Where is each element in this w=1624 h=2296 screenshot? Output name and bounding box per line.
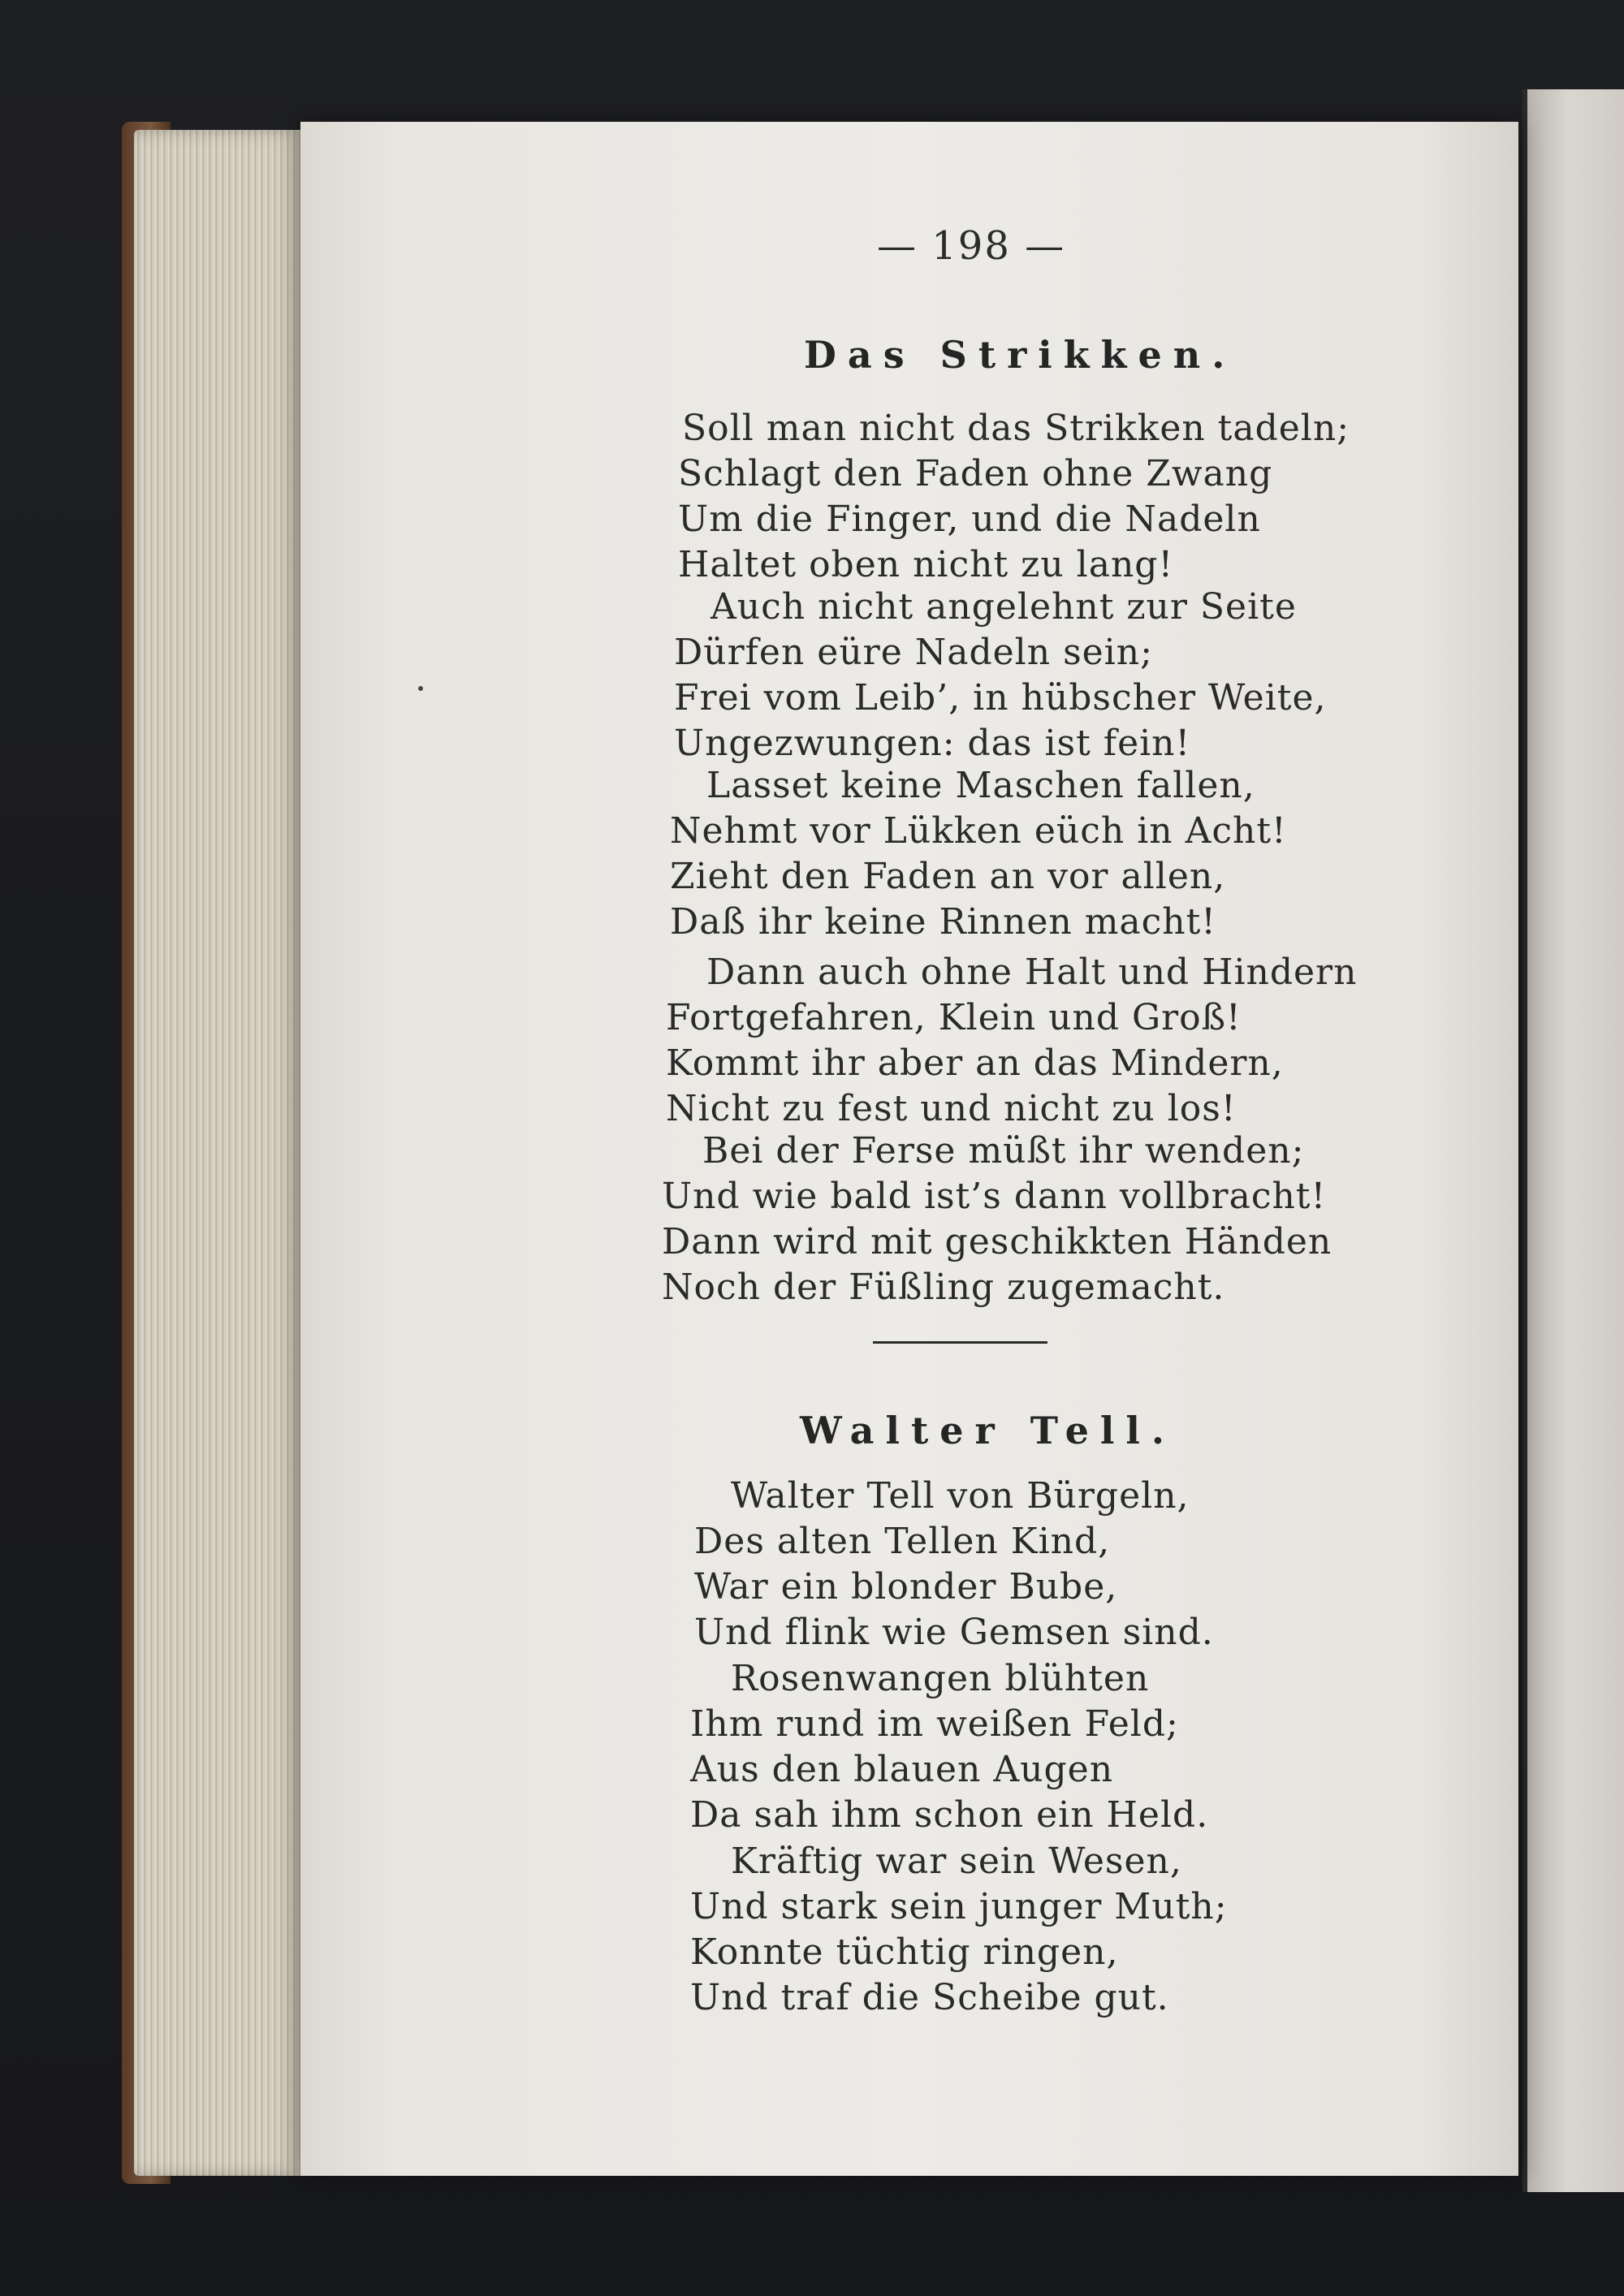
- section-divider: [873, 1341, 1047, 1344]
- verse-line: Zieht den Faden an vor allen,: [670, 856, 1226, 897]
- verse-line: Und traf die Scheibe gut.: [690, 1977, 1169, 2018]
- page-block-edges: [134, 130, 304, 2176]
- verse-line: Um die Finger, und die Nadeln: [678, 498, 1261, 540]
- verse-line: Und flink wie Gemsen sind.: [694, 1612, 1214, 1653]
- verse-line: Nehmt vor Lükken eüch in Acht!: [670, 810, 1287, 852]
- stanza-8: [690, 1839, 1228, 2021]
- verse-line: Rosenwangen blühten: [731, 1658, 1150, 1699]
- verse-line: Ihm rund im weißen Feld;: [690, 1703, 1179, 1745]
- verse-line: Da sah ihm schon ein Held.: [690, 1794, 1209, 1836]
- stanza-5: [662, 1129, 1332, 1310]
- verse-line: Frei vom Leib’, in hübscher Weite,: [674, 677, 1327, 719]
- verse-line: Lasset keine Maschen fallen,: [706, 765, 1255, 806]
- verse-line: Dann auch ohne Halt und Hindern: [706, 952, 1358, 993]
- facing-page-edge: [1522, 89, 1624, 2192]
- verse-line: Walter Tell von Bürgeln,: [731, 1475, 1190, 1517]
- poem-title-walter-tell: Walter Tell.: [800, 1409, 1176, 1452]
- verse-line: Ungezwungen: das ist fein!: [674, 723, 1191, 764]
- verse-line: Dann wird mit geschikkten Händen: [662, 1221, 1332, 1262]
- stanza-4: [666, 950, 1358, 1132]
- verse-line: War ein blonder Bube,: [694, 1566, 1118, 1608]
- verse-line: Noch der Füßling zugemacht.: [662, 1267, 1225, 1308]
- verse-line: Soll man nicht das Strikken tadeln;: [682, 408, 1350, 449]
- verse-line: Daß ihr keine Rinnen macht!: [670, 901, 1216, 943]
- verse-line: Fortgefahren, Klein und Groß!: [666, 997, 1242, 1038]
- verse-line: Des alten Tellen Kind,: [694, 1521, 1111, 1562]
- stanza-7: [690, 1656, 1209, 1838]
- verse-line: Kräftig war sein Wesen,: [731, 1841, 1182, 1882]
- paper-speck: [418, 686, 423, 691]
- verse-line: Konnte tüchtig ringen,: [690, 1931, 1119, 1973]
- verse-line: Nicht zu fest und nicht zu los!: [666, 1088, 1237, 1129]
- verse-line: Und stark sein junger Muth;: [690, 1886, 1228, 1927]
- stanza-1: [678, 406, 1350, 588]
- verse-line: Schlagt den Faden ohne Zwang: [678, 453, 1273, 494]
- page-number: — 198 —: [877, 223, 1066, 269]
- poem-title-strikken: Das Strikken.: [804, 333, 1237, 377]
- verse-line: Aus den blauen Augen: [690, 1749, 1114, 1790]
- verse-line: Kommt ihr aber an das Mindern,: [666, 1042, 1284, 1084]
- verse-line: Auch nicht angelehnt zur Seite: [710, 586, 1297, 628]
- stanza-6: [694, 1474, 1214, 1655]
- stanza-3: [670, 763, 1287, 945]
- verse-line: Und wie bald ist’s dann vollbracht!: [662, 1176, 1327, 1217]
- verse-line: Haltet oben nicht zu lang!: [678, 544, 1174, 585]
- verse-line: Dürfen eüre Nadeln sein;: [674, 632, 1153, 673]
- verse-line: Bei der Ferse müßt ihr wenden;: [702, 1130, 1305, 1172]
- stanza-2: [674, 585, 1327, 766]
